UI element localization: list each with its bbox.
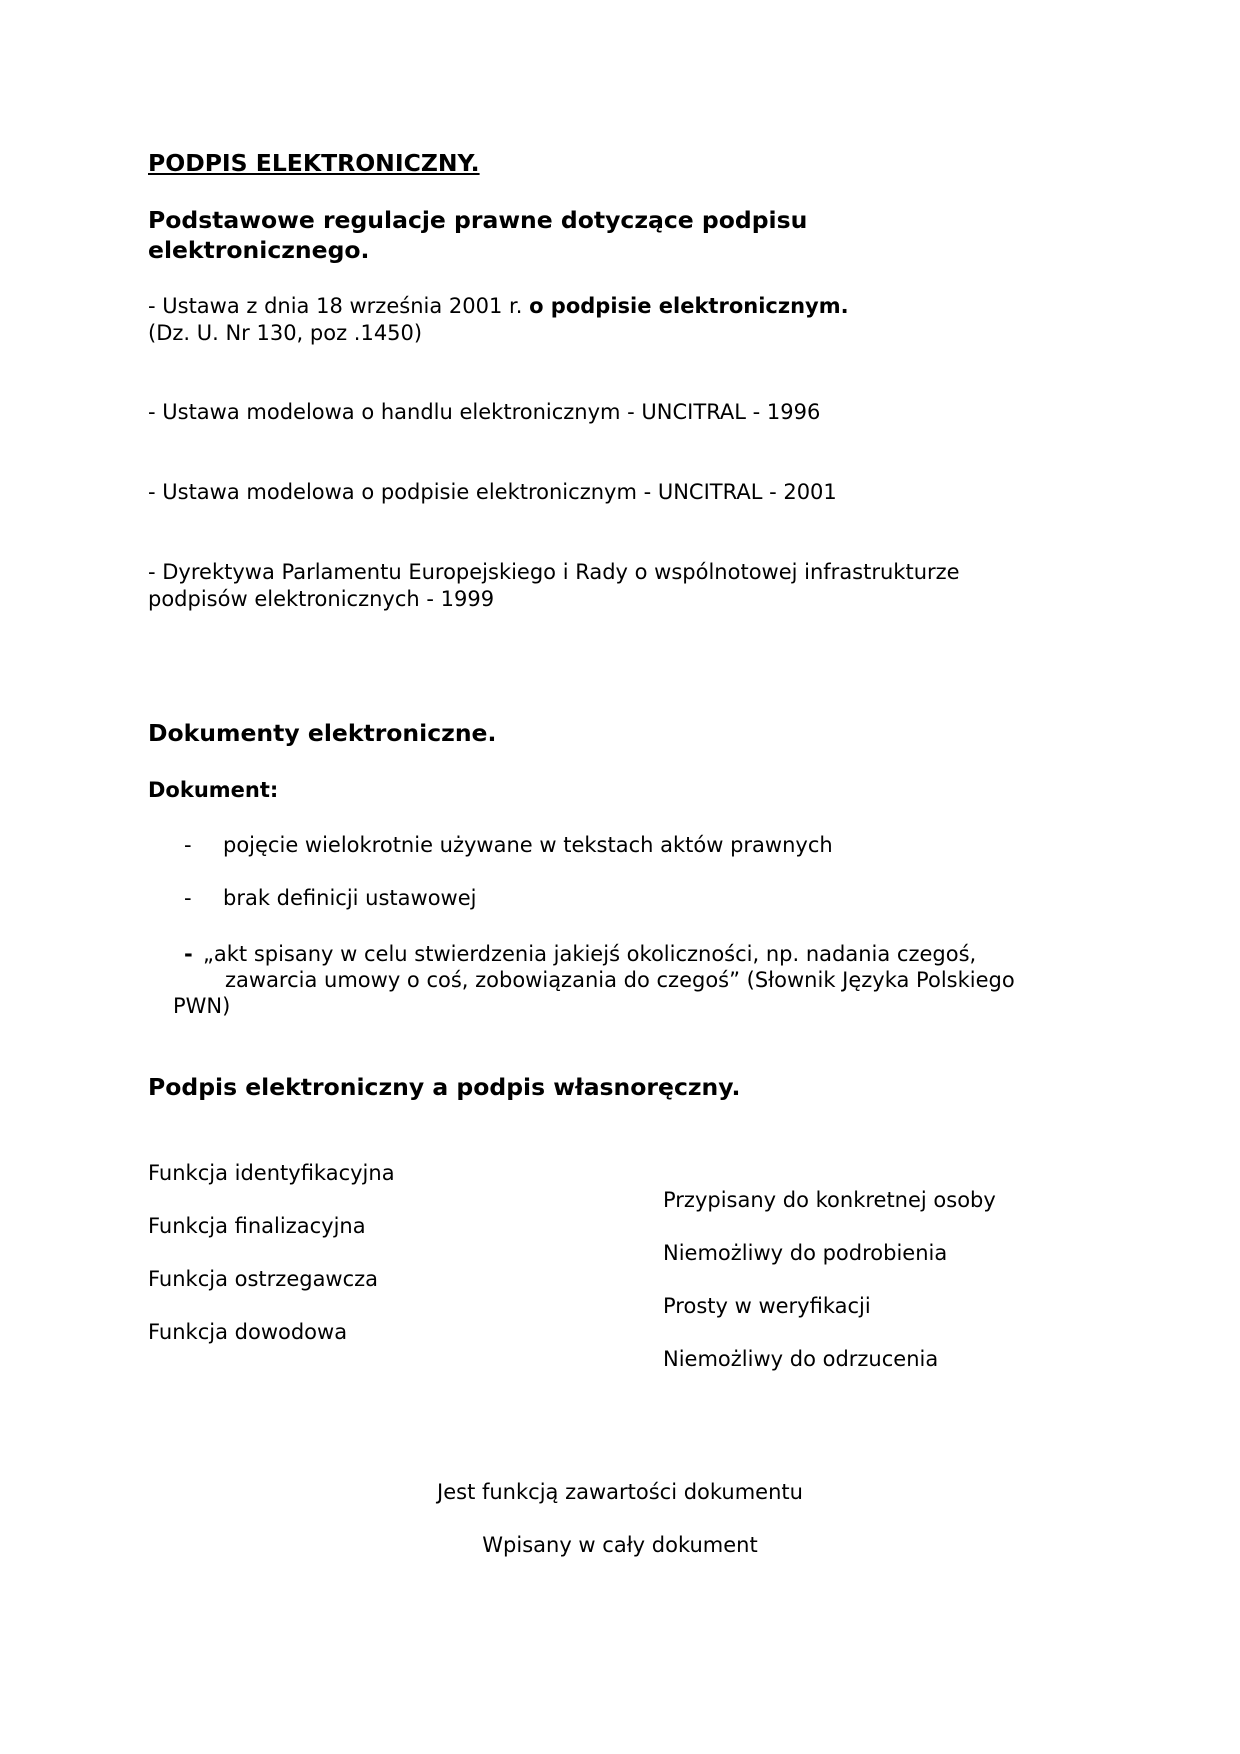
bullet-dash: - bbox=[184, 833, 192, 857]
bullet-item-3-line1: „akt spisany w celu stwierdzenia jakiejś okoliczności, np. nadania czegoś, bbox=[203, 942, 977, 966]
regulation-item-1-title: o podpisie elektronicznym. bbox=[529, 294, 849, 318]
regulation-item-2: - Ustawa modelowa o handlu elektronicznym - UNCITRAL - 1996 bbox=[148, 400, 821, 424]
property-item: Prosty w weryfikacji bbox=[663, 1294, 871, 1318]
center-note-2: Wpisany w cały dokument bbox=[482, 1533, 758, 1557]
section-heading-comparison: Podpis elektroniczny a podpis własnoręczny. bbox=[148, 1073, 741, 1101]
regulation-item-3: - Ustawa modelowa o podpisie elektronicznym - UNCITRAL - 2001 bbox=[148, 480, 837, 504]
function-item: Funkcja dowodowa bbox=[148, 1320, 348, 1344]
function-item: Funkcja ostrzegawcza bbox=[148, 1267, 379, 1291]
regulation-item-1-reference: (Dz. U. Nr 130, poz .1450) bbox=[148, 321, 423, 345]
function-item: Funkcja identyfikacyjna bbox=[148, 1161, 395, 1185]
function-item: Funkcja finalizacyjna bbox=[148, 1214, 366, 1238]
regulation-item-4-line2: podpisów elektronicznych - 1999 bbox=[148, 587, 495, 611]
regulation-item-1-prefix: - Ustawa z dnia 18 września 2001 r. bbox=[148, 294, 530, 318]
regulation-item-4-line1: - Dyrektywa Parlamentu Europejskiego i Rady o wspólnotowej infrastrukturze bbox=[148, 560, 960, 584]
property-item: Niemożliwy do odrzucenia bbox=[663, 1347, 939, 1371]
bullet-item-3-line3: PWN) bbox=[173, 994, 231, 1018]
bullet-item-1: pojęcie wielokrotnie używane w tekstach aktów prawnych bbox=[223, 833, 833, 857]
bullet-item-3-line2: zawarcia umowy o coś, zobowiązania do czegoś” (Słownik Języka Polskiego bbox=[225, 968, 1015, 992]
section-heading-regulations-line2: elektronicznego. bbox=[148, 236, 370, 264]
section-heading-regulations-line1: Podstawowe regulacje prawne dotyczące podpisu bbox=[148, 206, 808, 234]
bullet-item-2: brak definicji ustawowej bbox=[223, 886, 477, 910]
bullet-dash: - bbox=[184, 942, 193, 966]
center-note-1: Jest funkcją zawartości dokumentu bbox=[437, 1480, 803, 1504]
property-item: Przypisany do konkretnej osoby bbox=[663, 1188, 996, 1212]
section-heading-documents: Dokumenty elektroniczne. bbox=[148, 719, 497, 747]
subheading-document: Dokument: bbox=[148, 778, 279, 802]
regulation-item-1 bbox=[148, 293, 849, 320]
property-item: Niemożliwy do podrobienia bbox=[663, 1241, 948, 1265]
bullet-dash: - bbox=[184, 886, 192, 910]
document-title: PODPIS ELEKTRONICZNY. bbox=[148, 149, 480, 177]
